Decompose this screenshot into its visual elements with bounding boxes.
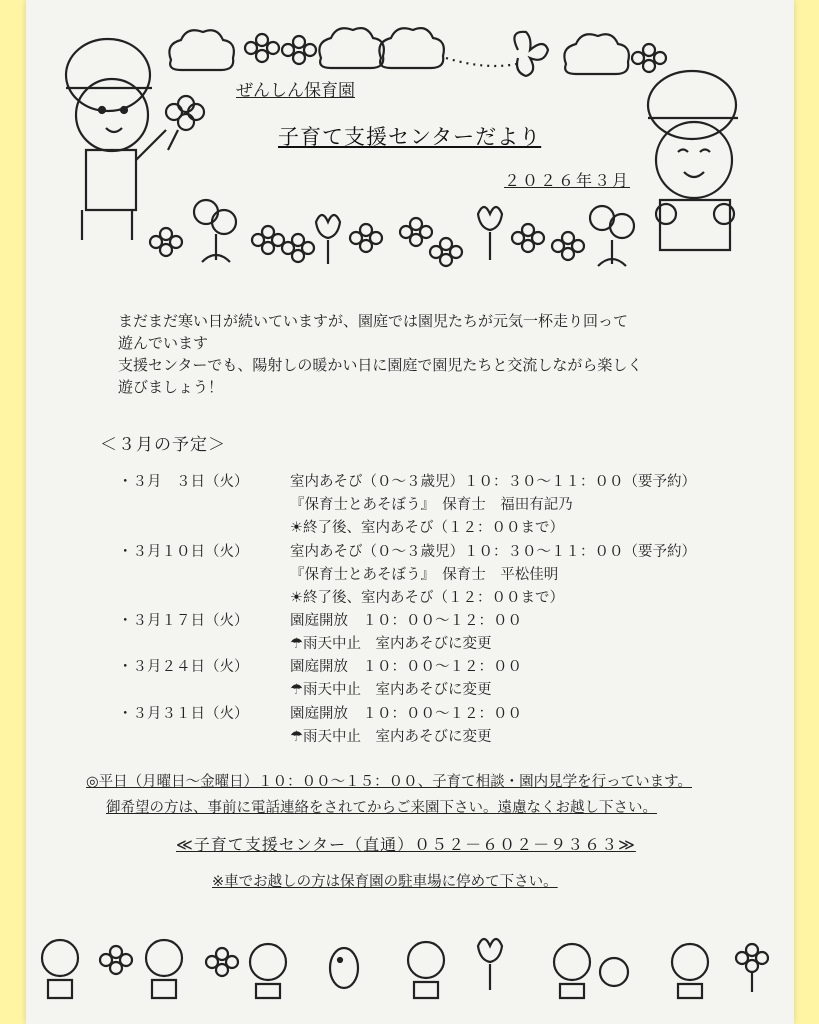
child-illustration — [146, 940, 182, 998]
issue-date: ２０２６年３月 — [504, 171, 631, 190]
flower-icon — [252, 226, 284, 254]
intro-line: 遊びましょう！ — [118, 378, 224, 396]
child-illustration — [250, 944, 286, 998]
child-illustration — [648, 71, 738, 250]
schedule-heading: ＜３月の予定＞ — [100, 435, 226, 455]
intro-line: 支援センターでも、陽射しの暖かい日に園庭で園児たちと交流しながら楽しく — [118, 356, 643, 374]
flower-row — [150, 200, 634, 266]
schedule-detail: ☀終了後、室内あそび（１２：００まで） — [290, 520, 564, 536]
child-illustration — [66, 39, 166, 240]
phone-line: ≪子育て支援センター（直通）０５２－６０２－９３６３≫ — [176, 835, 636, 854]
child-illustration — [600, 958, 628, 986]
flower-icon — [100, 946, 132, 974]
flower-icon — [400, 218, 432, 246]
flower-icon — [316, 215, 340, 264]
flower-icon — [478, 207, 502, 260]
cloud-icon — [564, 34, 629, 74]
flower-icon — [245, 34, 279, 62]
flower-icon — [206, 948, 238, 976]
schedule-date: ・３月２４日（火） — [118, 659, 249, 675]
butterfly-icon — [514, 32, 548, 76]
schedule-detail: 『保育士とあそぼう』 保育士 福田有記乃 — [290, 497, 573, 513]
intro-paragraph — [118, 310, 758, 398]
flower-icon — [478, 939, 502, 990]
cloud-icon — [169, 30, 234, 70]
cloud-icon — [319, 28, 384, 68]
schedule-detail: 園庭開放 １０：００～１２：００ — [290, 613, 522, 629]
flower-icon — [552, 232, 584, 260]
flower-icon — [350, 224, 382, 252]
intro-line: まだまだ寒い日が続いていますが、園庭では園児たちが元気一杯走り回って — [118, 312, 629, 330]
flower-icon — [150, 228, 182, 256]
schedule-detail: 室内あそび（０～３歳児）１０：３０～１１：００（要予約） — [290, 544, 696, 560]
schedule-detail: 室内あそび（０～３歳児）１０：３０～１１：００（要予約） — [290, 474, 696, 490]
schedule-date: ・３月 ３日（火） — [118, 474, 249, 490]
schedule-detail: 園庭開放 １０：００～１２：００ — [290, 706, 522, 722]
flower-icon — [736, 944, 768, 992]
schedule-detail: ☂雨天中止 室内あそびに変更 — [290, 729, 492, 745]
parking-note: ※車でお越しの方は保育園の駐車場に停めて下さい。 — [212, 874, 558, 890]
cloud-icon — [379, 28, 444, 68]
schedule-detail: ☂雨天中止 室内あそびに変更 — [290, 682, 492, 698]
flower-icon — [430, 238, 462, 266]
intro-line: 遊んでいます — [118, 334, 209, 352]
child-illustration — [554, 944, 590, 998]
bottom-character-row — [42, 939, 768, 998]
schedule-date: ・３月１７日（火） — [118, 613, 249, 629]
flower-icon — [166, 96, 204, 150]
schedule-detail: ☀終了後、室内あそび（１２：００まで） — [290, 590, 564, 606]
child-illustration — [408, 942, 444, 998]
flyer-page — [26, 0, 794, 1024]
flower-icon — [282, 234, 314, 262]
contact-note: 御希望の方は、事前に電話連絡をされてからご来園下さい。遠慮なくお越し下さい。 — [106, 800, 657, 816]
schedule-detail: 園庭開放 １０：００～１２：００ — [290, 659, 522, 675]
schedule-detail: 『保育士とあそぼう』 保育士 平松佳明 — [290, 567, 559, 583]
weekday-note: ◎平日（月曜日～金曜日）１０：００～１５：００、子育て相談・園内見学を行っています。 — [86, 774, 692, 790]
flower-icon — [632, 44, 666, 72]
child-illustration — [42, 940, 78, 998]
schedule-date: ・３月１０日（火） — [118, 544, 249, 560]
schedule-date: ・３月３１日（火） — [118, 706, 249, 722]
flower-icon — [590, 206, 634, 266]
org-name: ぜんしん保育園 — [236, 81, 355, 101]
newsletter-title: 子育て支援センターだより — [278, 125, 542, 149]
schedule-detail: ☂雨天中止 室内あそびに変更 — [290, 636, 492, 652]
flower-icon — [194, 200, 236, 262]
flower-icon — [512, 224, 544, 252]
bird-icon — [330, 948, 358, 988]
flower-icon — [282, 36, 316, 64]
child-illustration — [672, 944, 708, 998]
